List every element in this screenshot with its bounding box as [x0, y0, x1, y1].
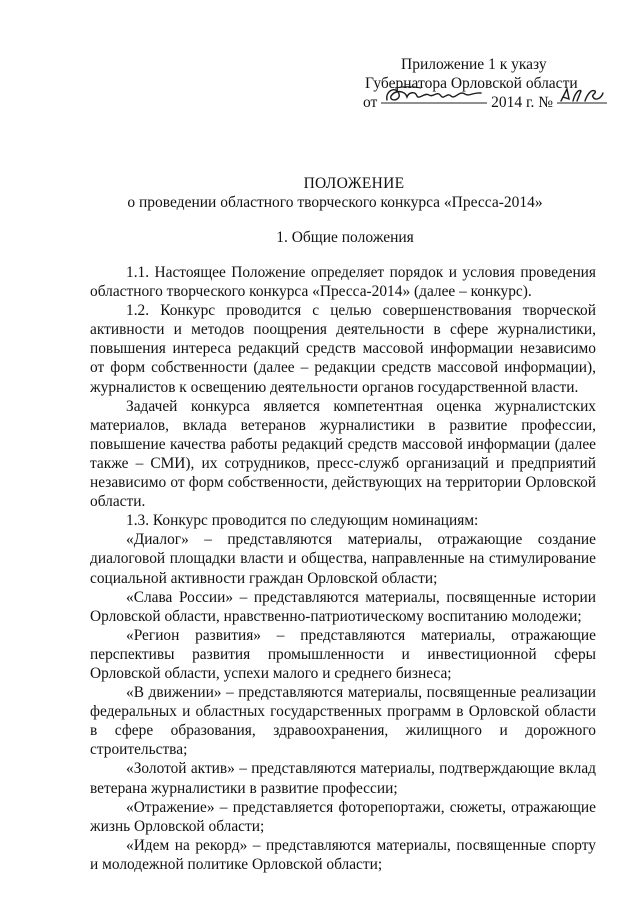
document-body — [90, 263, 596, 874]
paragraph: 1.1. Настоящее Положение определяет порядок и условия проведения областного творческого конкурса «Пресса-2014» (далее – конкурс). — [90, 264, 596, 301]
from-label: от — [363, 94, 378, 111]
appendix-line-1: Приложение 1 к указу — [401, 56, 547, 73]
paragraph: «Слава России» – представляются материалы, посвященные истории Орловской области, нравственно-патриотическому воспитанию молодежи; — [90, 588, 596, 625]
paragraph: «Отражение» – представляется фоторепортажи, сюжеты, отражающие жизнь Орловской области; — [90, 798, 596, 835]
paragraph: «Идем на рекорд» – представляются материалы, посвященные спорту и молодежной политике Орловской области; — [90, 836, 596, 873]
paragraph: «Регион развития» – представляются материалы, отражающие перспективы развития промышленности и инвестиционной сферы Орловской области, успехи малого и среднего бизнеса; — [90, 626, 596, 682]
document-title: ПОЛОЖЕНИЕ — [303, 175, 405, 192]
year-number-label: 2014 г. № — [491, 94, 554, 111]
appendix-header — [363, 55, 613, 112]
paragraph: Задачей конкурса является компетентная оценка журналистских материалов, вклада ветеранов журналистики в развитие профессии, повышение качества работы редакций средств массовой информации (далее также – СМИ), их сотрудников, пресс-служб организаций и предприятий независимо от форм собственности, действующих на территории Орловской области. — [90, 397, 596, 511]
appendix-line-2: Губернатора Орловской области — [365, 75, 578, 92]
handwritten-number — [557, 93, 607, 107]
paragraph: «Золотой актив» – представляются материалы, подтверждающие вклад ветерана журналистики в развитие профессии; — [90, 760, 596, 797]
document-subtitle: о проведении областного творческого конкурса «Пресса-2014» — [127, 194, 543, 211]
handwritten-date-signature — [381, 93, 487, 107]
paragraph: «В движении» – представляются материалы, посвященные реализации федеральных и областных государственных программ в Орловской области в сфере образования, здравоохранения, жилищного и дорожного строительства; — [90, 684, 596, 759]
paragraph: 1.3. Конкурс проводится по следующим номинациям: — [126, 512, 479, 530]
paragraph: 1.2. Конкурс проводится с целью совершенствования творческой активности и методов поощрения деятельности в сфере журналистики, повышения интереса редакций средств массовой информации независимо от форм собственности (далее – редакции средств массовой информации), журналистов к освещению деятельности органов государственной власти. — [90, 302, 596, 396]
section-heading: 1. Общие положения — [276, 229, 414, 246]
paragraph: «Диалог» – представляются материалы, отражающие создание диалоговой площадки власти и общества, направленные на стимулирование социальной активности граждан Орловской области; — [90, 531, 596, 587]
appendix-line-3 — [363, 93, 613, 112]
